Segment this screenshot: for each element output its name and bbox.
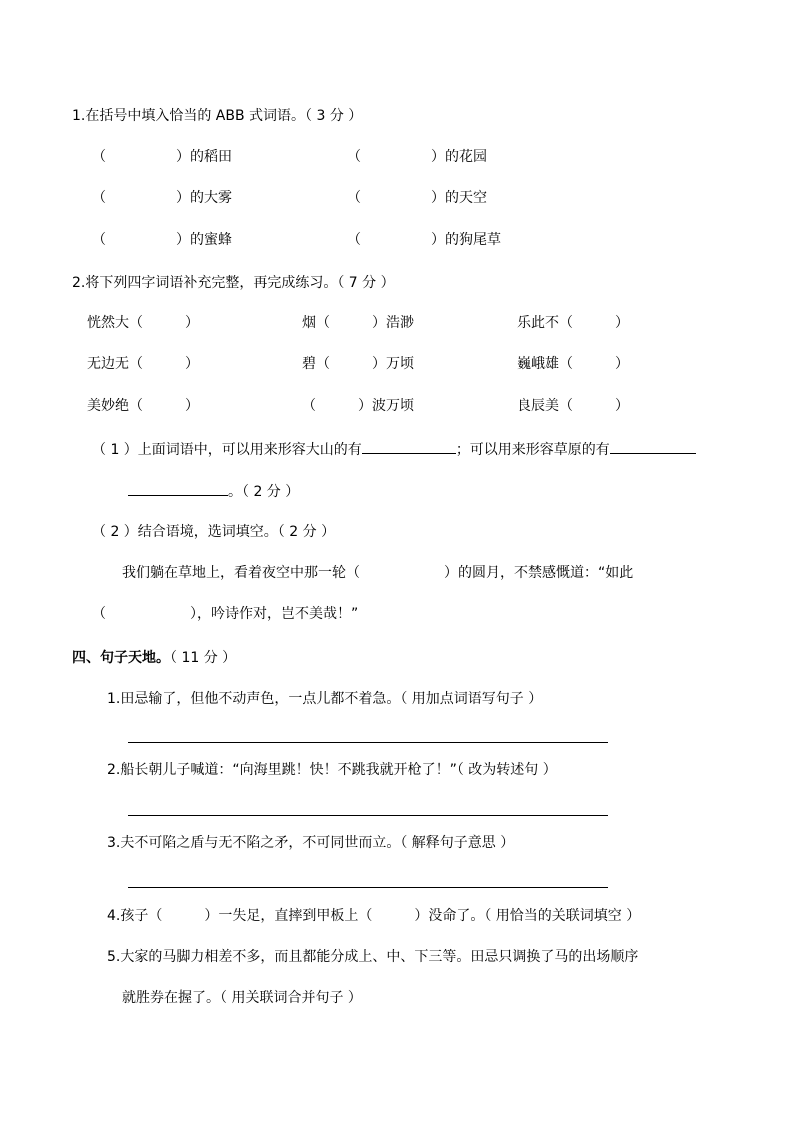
q2-sub2-line2: （ ），吟诗作对，岂不美哉！” <box>92 606 359 622</box>
q1-item-3: （ ）的大雾 <box>92 190 232 206</box>
q2-sub2-line1: 我们躺在草地上，看着夜空中那一轮（ ）的圆月，不禁感慨道：“如此 <box>122 565 634 581</box>
answer-line-2[interactable] <box>128 815 608 816</box>
q2-word-5: 碧（ ）万顷 <box>302 356 414 372</box>
q2-sub2-title: （ 2 ）结合语境，选词填空。（ 2 分 ） <box>92 524 336 540</box>
q2-word-9: 良辰美（ ） <box>517 398 629 414</box>
q1-item-2: （ ）的花园 <box>347 149 487 165</box>
sec4-title: 四、句子天地。（ 11 分 ） <box>72 650 237 666</box>
answer-line-3[interactable] <box>128 887 608 888</box>
q2-sub1-cont: 。（ 2 分 ） <box>128 481 299 502</box>
q2-word-2: 烟（ ）浩渺 <box>302 315 414 331</box>
blank-grassland[interactable] <box>610 439 696 454</box>
q2-word-1: 恍然大（ ） <box>87 315 199 331</box>
blank-mountain[interactable] <box>362 439 456 454</box>
sec4-item-2: 2.船长朝儿子喊道：“向海里跳！快！不跳我就开枪了！”（ 改为转述句 ） <box>107 762 557 778</box>
q2-word-4: 无边无（ ） <box>87 356 199 372</box>
q2-sub1-line: （ 1 ）上面词语中，可以用来形容大山的有 ；可以用来形容草原的有 <box>92 439 696 460</box>
sec4-item-4: 4.孩子（ ）一失足，直摔到甲板上（ ）没命了。（ 用恰当的关联词填空 ） <box>107 908 641 924</box>
q2-title: 2.将下列四字词语补充完整，再完成练习。（ 7 分 ） <box>72 275 395 291</box>
q1-item-1: （ ）的稻田 <box>92 149 232 165</box>
sec4-item-5: 5.大家的马脚力相差不多，而且都能分成上、中、下三等。田忌只调换了马的出场顺序 <box>107 949 639 965</box>
q1-title: 1.在括号中填入恰当的 ABB 式词语。（ 3 分 ） <box>72 108 363 124</box>
q1-item-4: （ ）的天空 <box>347 190 487 206</box>
answer-line-1[interactable] <box>128 742 608 743</box>
sec4-item-5-cont: 就胜券在握了。（ 用关联词合并句子 ） <box>122 990 362 1006</box>
sec4-item-1: 1.田忌输了，但他不动声色，一点儿都不着急。（ 用加点词语写句子 ） <box>107 691 543 707</box>
q2-word-7: 美妙绝（ ） <box>87 398 199 414</box>
sec4-item-3: 3.夫不可陷之盾与无不陷之矛，不可同世而立。（ 解释句子意思 ） <box>107 835 515 851</box>
q1-item-5: （ ）的蜜蜂 <box>92 232 232 248</box>
q1-item-6: （ ）的狗尾草 <box>347 232 501 248</box>
q2-word-3: 乐此不（ ） <box>517 315 629 331</box>
blank-grassland-cont[interactable] <box>128 481 228 496</box>
q2-word-6: 巍峨雄（ ） <box>517 356 629 372</box>
q2-word-8: （ ）波万顷 <box>302 398 414 414</box>
